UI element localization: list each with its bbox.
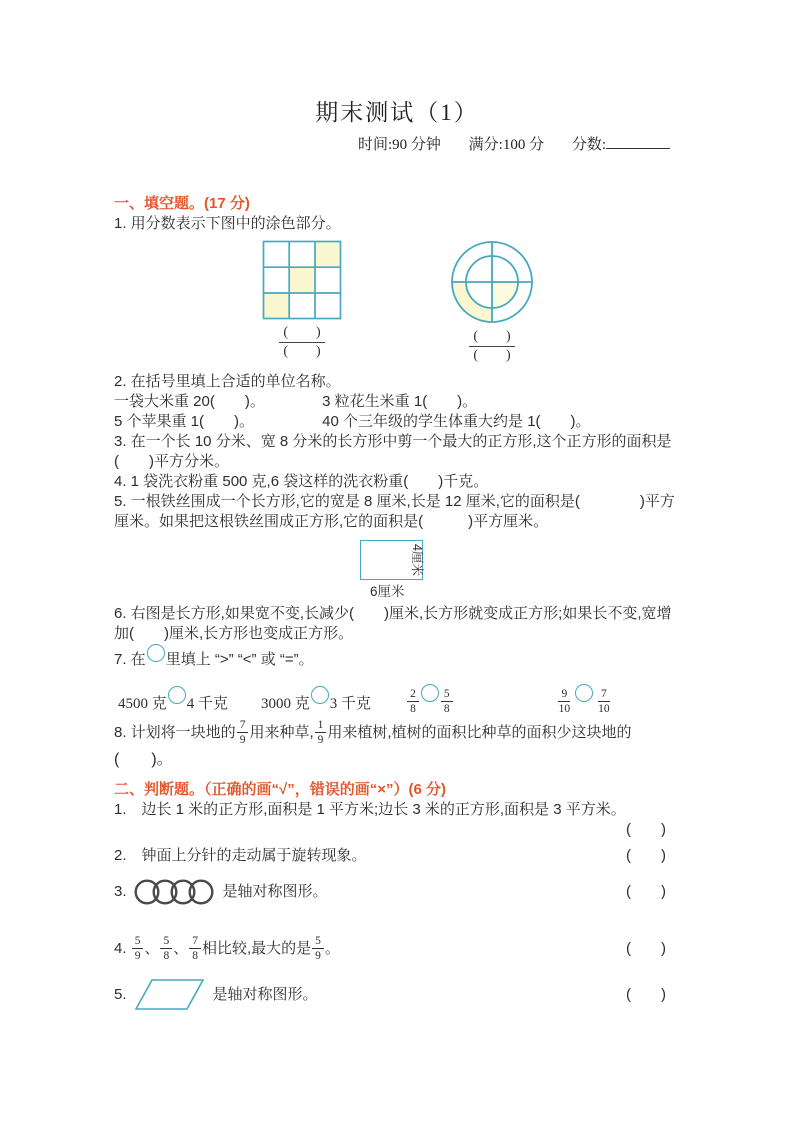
s1-q5-text: 5. 一根铁丝围成一个长方形,它的宽是 8 厘米,长是 12 厘米,它的面积是( )平方厘米。如果把这根铁丝围成正方形,它的面积是( )平方厘米。	[114, 493, 675, 530]
page-title: 期末测试（1）	[315, 100, 479, 125]
fraction	[132, 934, 144, 964]
comparison-left: 3000 克	[261, 696, 310, 712]
compare-circle-icon	[168, 686, 186, 704]
fraction-denominator: 9	[315, 950, 321, 963]
s1-q2-text: 2. 在括号里填上合适的单位名称。	[114, 373, 341, 390]
s1-q8-part: 8. 计划将一块地的	[114, 723, 236, 741]
s1-q8-part: 用来植树,植树的面积比种草的面积少这块地的	[327, 723, 632, 741]
s2-q3-content	[114, 876, 328, 908]
s1-q7-text	[114, 644, 680, 670]
fraction-denominator: 8	[410, 703, 416, 716]
fraction-numerator: 9	[558, 687, 570, 702]
fraction-denominator: 10	[598, 703, 610, 716]
fraction	[407, 687, 419, 717]
fraction-denominator: 8	[192, 950, 198, 963]
fraction	[312, 934, 324, 964]
s1-q2-item: 一袋大米重 20( )。	[114, 393, 265, 410]
fraction	[237, 718, 249, 748]
s1-q2-row1	[114, 392, 680, 412]
section1-heading: 一、填空题。(17 分)	[114, 195, 250, 212]
rectangle-height-label: 4厘米	[410, 544, 424, 576]
fraction-denominator: 8	[163, 950, 170, 963]
fraction-numerator: 5	[312, 934, 324, 949]
s1-q7-comparisons-row	[114, 682, 680, 718]
comparison-item	[555, 684, 614, 717]
shaded-grid-figure	[262, 240, 342, 320]
fraction-numerator: 7	[598, 687, 610, 702]
s1-q1-text: 1. 用分数表示下图中的涂色部分。	[114, 215, 341, 232]
s2-q3-text: 是轴对称图形。	[222, 882, 328, 900]
fraction-numerator: 2	[407, 687, 419, 702]
s2-q3-number: 3.	[114, 882, 127, 900]
separator: 、	[173, 939, 189, 957]
judgment-bracket: ( )	[626, 882, 666, 900]
s2-q5-content	[114, 978, 318, 1012]
judgment-bracket: ( )	[626, 846, 666, 864]
rectangle-width-label: 6厘米	[370, 584, 405, 599]
shaded-circle-figure	[450, 240, 534, 324]
comparison-right: 3 千克	[329, 696, 372, 712]
s1-q3-text: 3. 在一个长 10 分米、宽 8 分米的长方形中剪一个最大的正方形,这个正方形的面积是( )平方分米。	[114, 433, 672, 470]
fraction	[315, 718, 327, 748]
s1-q8-text	[114, 718, 680, 748]
section2-heading: 二、判断题。（正确的画“√”，错误的画“×”）(6 分)	[114, 780, 446, 798]
s2-q5-number: 5.	[114, 985, 127, 1003]
q1-grid-figure-block	[262, 240, 342, 364]
s1-q2-item: 5 个苹果重 1( )。	[114, 413, 255, 430]
fraction-numerator: 1	[315, 718, 327, 733]
comparison-right: 4 千克	[186, 696, 229, 712]
s1-q2-row2	[114, 412, 680, 432]
fraction	[441, 687, 453, 717]
comparison-item	[118, 686, 228, 714]
judgment-bracket: ( )	[626, 939, 666, 957]
fraction-blank-numerator: ( )	[279, 325, 324, 343]
fraction-denominator: 8	[443, 703, 450, 716]
exam-meta-line	[358, 133, 670, 154]
compare-circle-icon	[575, 684, 593, 702]
s2-q2-row	[114, 846, 680, 866]
s2-q5-text: 是轴对称图形。	[212, 985, 318, 1003]
compare-circle-icon	[421, 684, 439, 702]
fraction	[160, 934, 172, 964]
s1-q7-suffix: 里填上 “>” “<” 或 “=”。	[165, 651, 314, 668]
fraction-denominator: 10	[558, 703, 571, 716]
interlocking-rings-figure	[134, 876, 216, 908]
fraction	[595, 687, 613, 717]
s1-q7-prefix: 7. 在	[114, 651, 146, 668]
fraction-blank-numerator: ( )	[469, 329, 514, 347]
time-label: 时间:90 分钟	[358, 137, 441, 153]
fraction-numerator: 7	[189, 934, 201, 949]
rectangle-figure	[360, 540, 424, 602]
comparison-item	[406, 684, 454, 717]
s2-q4-content	[114, 934, 340, 964]
q1-figures-row	[262, 240, 680, 364]
s1-q8-part: 用来种草,	[249, 723, 314, 741]
full-score-label: 满分:100 分	[468, 137, 545, 153]
fraction-denominator: 9	[317, 734, 324, 747]
separator: 、	[144, 939, 160, 957]
s1-q8-answer-blank: ( )。	[114, 750, 173, 768]
compare-circle-icon	[311, 686, 329, 704]
fraction-blank-denominator: ( )	[283, 344, 321, 359]
s1-q6-text: 6. 右图是长方形,如果宽不变,长减少( )厘米,长方形就变成正方形;如果长不变,宽增加( )厘米,长方形也变成正方形。	[114, 605, 672, 642]
s1-q2-item: 40 个三年级的学生体重大约是 1( )。	[322, 413, 591, 430]
s2-q4-number: 4.	[114, 939, 127, 957]
fraction	[556, 687, 574, 717]
s2-q4-text-end: 。	[324, 939, 340, 957]
judgment-bracket: ( )	[626, 820, 666, 838]
score-blank-line	[606, 134, 670, 149]
fraction-numerator: 5	[160, 934, 172, 949]
fraction-answer-blank	[469, 329, 514, 364]
score-label: 分数:	[571, 137, 607, 153]
fraction-answer-blank	[279, 325, 324, 360]
fraction-blank-denominator: ( )	[473, 348, 511, 363]
s2-q1-text: 1. 边长 1 米的正方形,面积是 1 平方米;边长 3 米的正方形,面积是 3 平方米。	[114, 800, 626, 818]
fraction-denominator: 9	[239, 734, 246, 747]
fraction	[189, 934, 201, 964]
s1-q4-text: 4. 1 袋洗衣粉重 500 克,6 袋这样的洗衣粉重( )千克。	[114, 473, 489, 490]
s2-q2-text: 2. 钟面上分针的走动属于旋转现象。	[114, 846, 367, 864]
s1-q2-item: 3 粒花生米重 1( )。	[322, 393, 478, 410]
fraction-numerator: 5	[132, 934, 144, 949]
fraction-denominator: 9	[134, 950, 141, 963]
s2-q5-row	[114, 978, 680, 1012]
q1-circle-figure-block	[450, 240, 534, 364]
comparison-left: 4500 克	[118, 696, 167, 712]
s2-q4-row	[114, 934, 680, 964]
comparison-item	[261, 686, 371, 714]
parallelogram-figure	[134, 978, 206, 1012]
fraction-numerator: 7	[237, 718, 249, 733]
s2-q3-row	[114, 876, 680, 908]
compare-circle-icon	[147, 644, 165, 662]
judgment-bracket: ( )	[626, 985, 666, 1003]
fraction-numerator: 5	[441, 687, 453, 702]
worksheet-body	[114, 194, 680, 1012]
s2-q4-text: 相比较,最大的是	[201, 939, 312, 957]
